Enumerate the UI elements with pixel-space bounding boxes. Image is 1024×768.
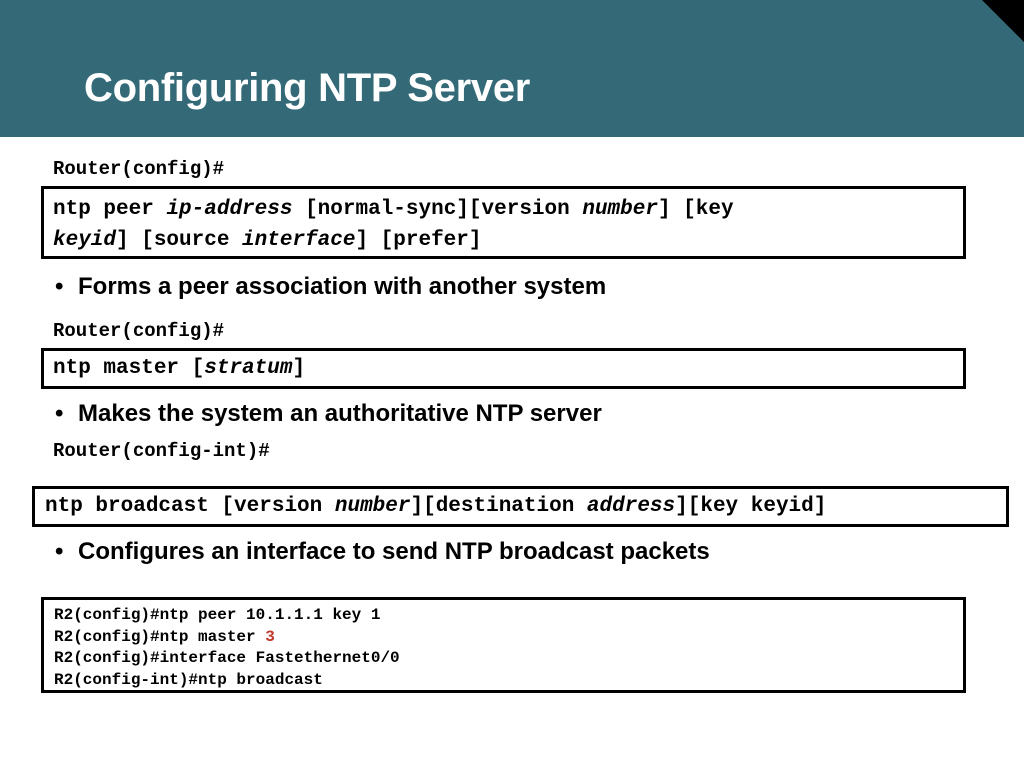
peer-opt-source: ] [source — [116, 229, 230, 252]
broadcast-bullet-text: Configures an interface to send NTP broadcast packets — [78, 538, 710, 565]
peer-cmd: ntp peer — [53, 198, 154, 221]
example-config-box — [41, 597, 966, 693]
peer-opt-sync-version: [normal-sync][version — [305, 198, 570, 221]
example-line-text: R2(config)#ntp master — [54, 627, 256, 646]
peer-prompt: Router(config)# — [53, 158, 225, 180]
example-line: R2(config)#ntp peer 10.1.1.1 key 1 — [54, 606, 381, 624]
peer-bullet-text: Forms a peer association with another system — [78, 273, 607, 300]
broadcast-command-box — [32, 486, 1009, 527]
bullet-dot: • — [55, 400, 64, 427]
peer-arg-ip: ip-address — [166, 198, 293, 221]
broadcast-bullet — [55, 538, 710, 566]
master-prompt: Router(config)# — [53, 320, 225, 342]
broadcast-arg-address: address — [586, 495, 676, 518]
example-line — [54, 627, 953, 649]
master-arg-stratum: stratum — [204, 357, 293, 380]
peer-arg-interface: interface — [242, 229, 356, 252]
peer-opt-key: ] [key — [657, 198, 734, 221]
master-bullet-text: Makes the system an authoritative NTP server — [78, 400, 602, 427]
peer-bullet — [55, 273, 606, 301]
broadcast-arg-number: number — [334, 495, 411, 518]
peer-arg-number: number — [582, 198, 658, 221]
master-close: ] — [292, 357, 306, 380]
bullet-dot: • — [55, 273, 64, 300]
example-line: R2(config-int)#ntp broadcast — [54, 670, 323, 689]
peer-command-box — [41, 186, 966, 259]
master-cmd: ntp master [ — [53, 357, 205, 380]
slide-title: Configuring NTP Server — [84, 66, 531, 110]
stratum-value: 3 — [265, 627, 275, 646]
peer-arg-keyid: keyid — [53, 229, 117, 252]
master-command-box — [41, 348, 966, 389]
broadcast-cmd: ntp broadcast [version — [45, 495, 323, 518]
broadcast-prompt: Router(config-int)# — [53, 440, 270, 462]
slide-header — [0, 0, 1024, 137]
peer-opt-prefer: ] [prefer] — [355, 229, 482, 252]
example-line: R2(config)#interface Fastethernet0/0 — [54, 649, 400, 667]
corner-accent — [982, 0, 1024, 42]
broadcast-opt-key: ][key keyid] — [675, 495, 827, 518]
bullet-dot: • — [55, 538, 64, 565]
broadcast-opt-dest: ][destination — [410, 495, 575, 518]
master-bullet — [55, 400, 602, 428]
